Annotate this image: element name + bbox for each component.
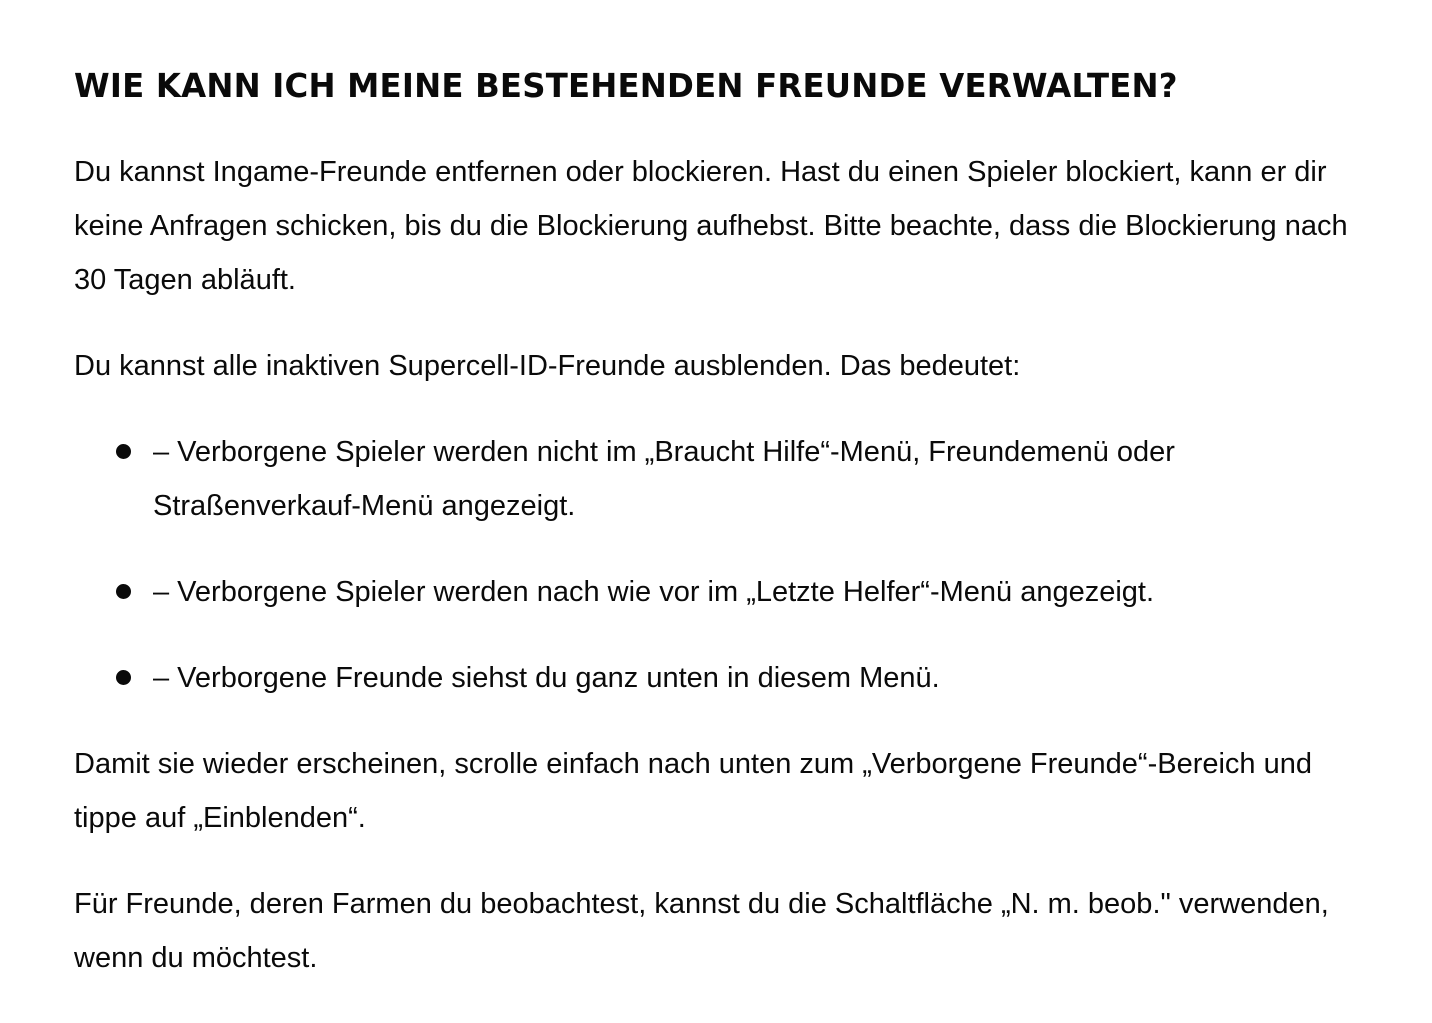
bullet-icon xyxy=(116,444,131,459)
list-item-text: – Verborgene Spieler werden nach wie vor im „Letzte Helfer“-Menü angezeigt. xyxy=(153,576,1155,608)
paragraph-hide-friends: Du kannst alle inaktiven Supercell-ID-Freunde ausblenden. Das bedeutet: xyxy=(74,350,1021,382)
hidden-friends-list xyxy=(74,425,1374,705)
list-item xyxy=(74,425,1374,533)
paragraph-block-friends: Du kannst Ingame-Freunde entfernen oder blockieren. Hast du einen Spieler blockiert, kann er dir keine Anfragen schicken, bis du die Blockierung aufhebst. Bitte beachte, dass die Blockierung nach 30 Tagen abläuft. xyxy=(74,156,1348,296)
paragraph-unhide: Damit sie wieder erscheinen, scrolle einfach nach unten zum „Verborgene Freunde“-Bereich und tippe auf „Einblenden“. xyxy=(74,748,1312,834)
bullet-icon xyxy=(116,584,131,599)
list-item-text: – Verborgene Freunde siehst du ganz unten in diesem Menü. xyxy=(153,662,940,694)
bullet-icon xyxy=(116,670,131,685)
list-item xyxy=(74,651,1374,705)
faq-heading: WIE KANN ICH MEINE BESTEHENDEN FREUNDE VERWALTEN? xyxy=(74,66,1178,105)
list-item xyxy=(74,565,1374,619)
faq-article xyxy=(74,62,1374,985)
list-item-text: – Verborgene Spieler werden nicht im „Braucht Hilfe“-Menü, Freundemenü oder Straßenverkauf-Menü angezeigt. xyxy=(153,436,1175,522)
paragraph-unwatch: Für Freunde, deren Farmen du beobachtest, kannst du die Schaltfläche „N. m. beob." verwenden, wenn du möchtest. xyxy=(74,888,1329,974)
